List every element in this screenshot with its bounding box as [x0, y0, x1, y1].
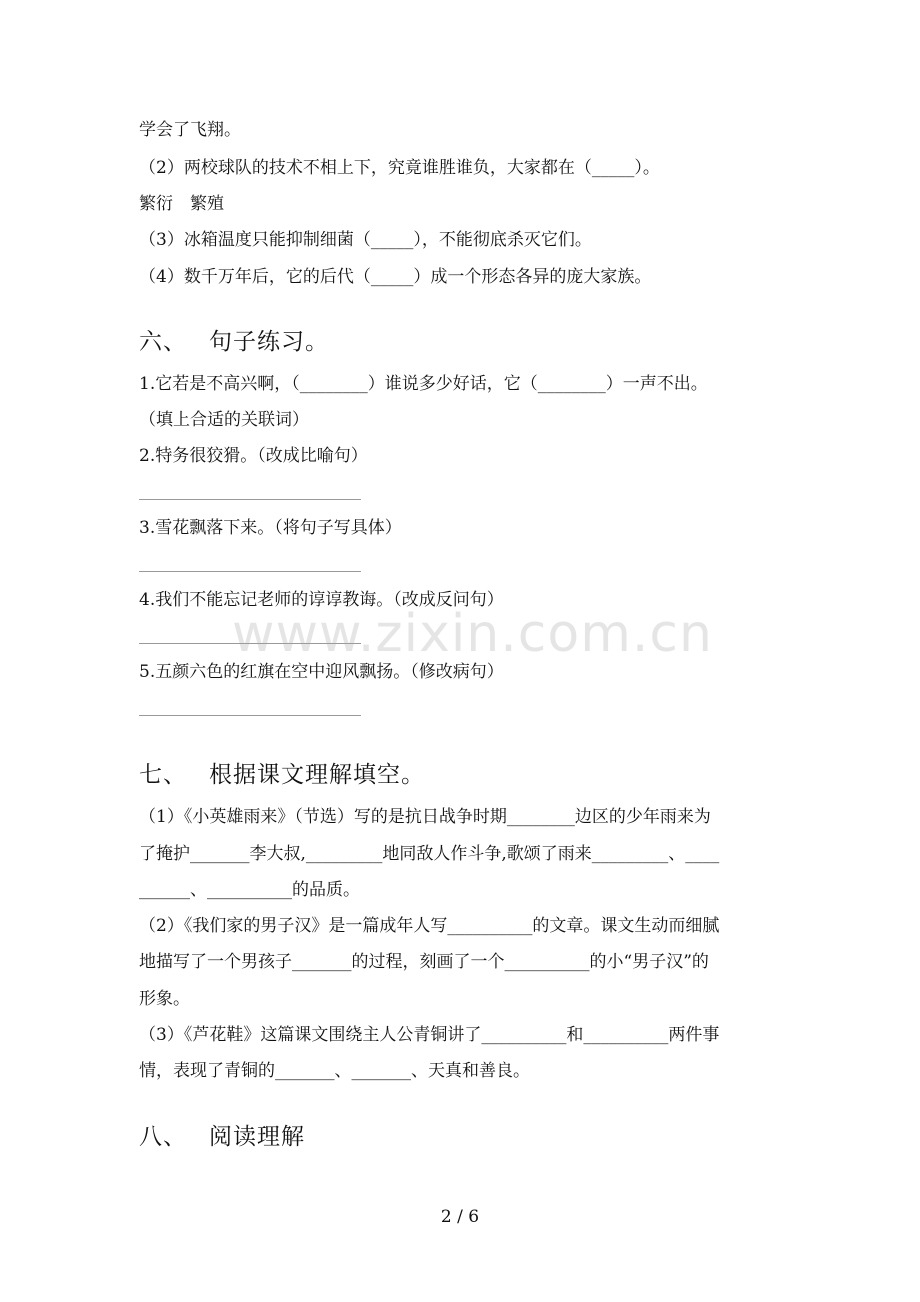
paragraph-2-line: 地描写了一个男孩子_______的过程，刻画了一个__________的小“男子汉”的	[139, 952, 709, 972]
paragraph-1-line: ______、__________的品质。	[139, 880, 360, 900]
page-number: 2 / 6	[440, 1207, 480, 1227]
question-2: 2.特务很狡猾。（改成比喻句）	[139, 446, 368, 466]
section-title: 句子练习。	[209, 329, 329, 355]
section-number: 六、	[139, 329, 187, 355]
answer-line	[139, 499, 361, 500]
paragraph-1-line: 了掩护_______李大叔,_________地同敌人作斗争,歌颂了雨来_________、____	[139, 844, 720, 864]
section-heading-6	[139, 327, 329, 357]
text-line: （4）数千万年后，它的后代（_____）成一个形态各异的庞大家族。	[139, 267, 652, 287]
question-1-note: （填上合适的关联词）	[139, 410, 309, 430]
section-number: 八、	[139, 1124, 187, 1150]
answer-line	[139, 571, 361, 572]
text-line: （2）两校球队的技术不相上下，究竟谁胜谁负，大家都在（_____）。	[139, 158, 660, 178]
question-5: 5.五颜六色的红旗在空中迎风飘扬。（修改病句）	[139, 662, 504, 682]
paragraph-3-line: （3）《芦花鞋》这篇课文围绕主人公青铜讲了__________和__________两件事	[139, 1025, 720, 1045]
paragraph-1-line: （1）《小英雄雨来》（节选）写的是抗日战争时期________边区的少年雨来为	[139, 807, 711, 827]
section-title: 根据课文理解填空。	[209, 762, 425, 788]
text-line: （3）冰箱温度只能抑制细菌（_____），不能彻底杀灭它们。	[139, 230, 592, 250]
paragraph-3-line: 情，表现了青铜的_______、_______、天真和善良。	[139, 1061, 530, 1081]
paragraph-2-line: 形象。	[139, 989, 190, 1009]
watermark: www.zixin.com.cn	[232, 604, 713, 664]
answer-line	[139, 715, 361, 716]
paragraph-2-line: （2）《我们家的男子汉》是一篇成年人写__________的文章。课文生动而细腻	[139, 916, 720, 936]
section-heading-8	[139, 1122, 305, 1152]
section-number: 七、	[139, 762, 187, 788]
section-heading-7	[139, 760, 425, 790]
question-3: 3.雪花飘落下来。（将句子写具体）	[139, 518, 402, 538]
word-pair: 繁衍 繁殖	[139, 194, 224, 214]
question-4: 4.我们不能忘记老师的谆谆教诲。（改成反问句）	[139, 590, 504, 610]
text-line: 学会了飞翔。	[139, 120, 241, 140]
question-1: 1.它若是不高兴啊，（________）谁说多少好话，它（________）一声不出。	[139, 374, 708, 394]
section-title: 阅读理解	[209, 1124, 305, 1150]
